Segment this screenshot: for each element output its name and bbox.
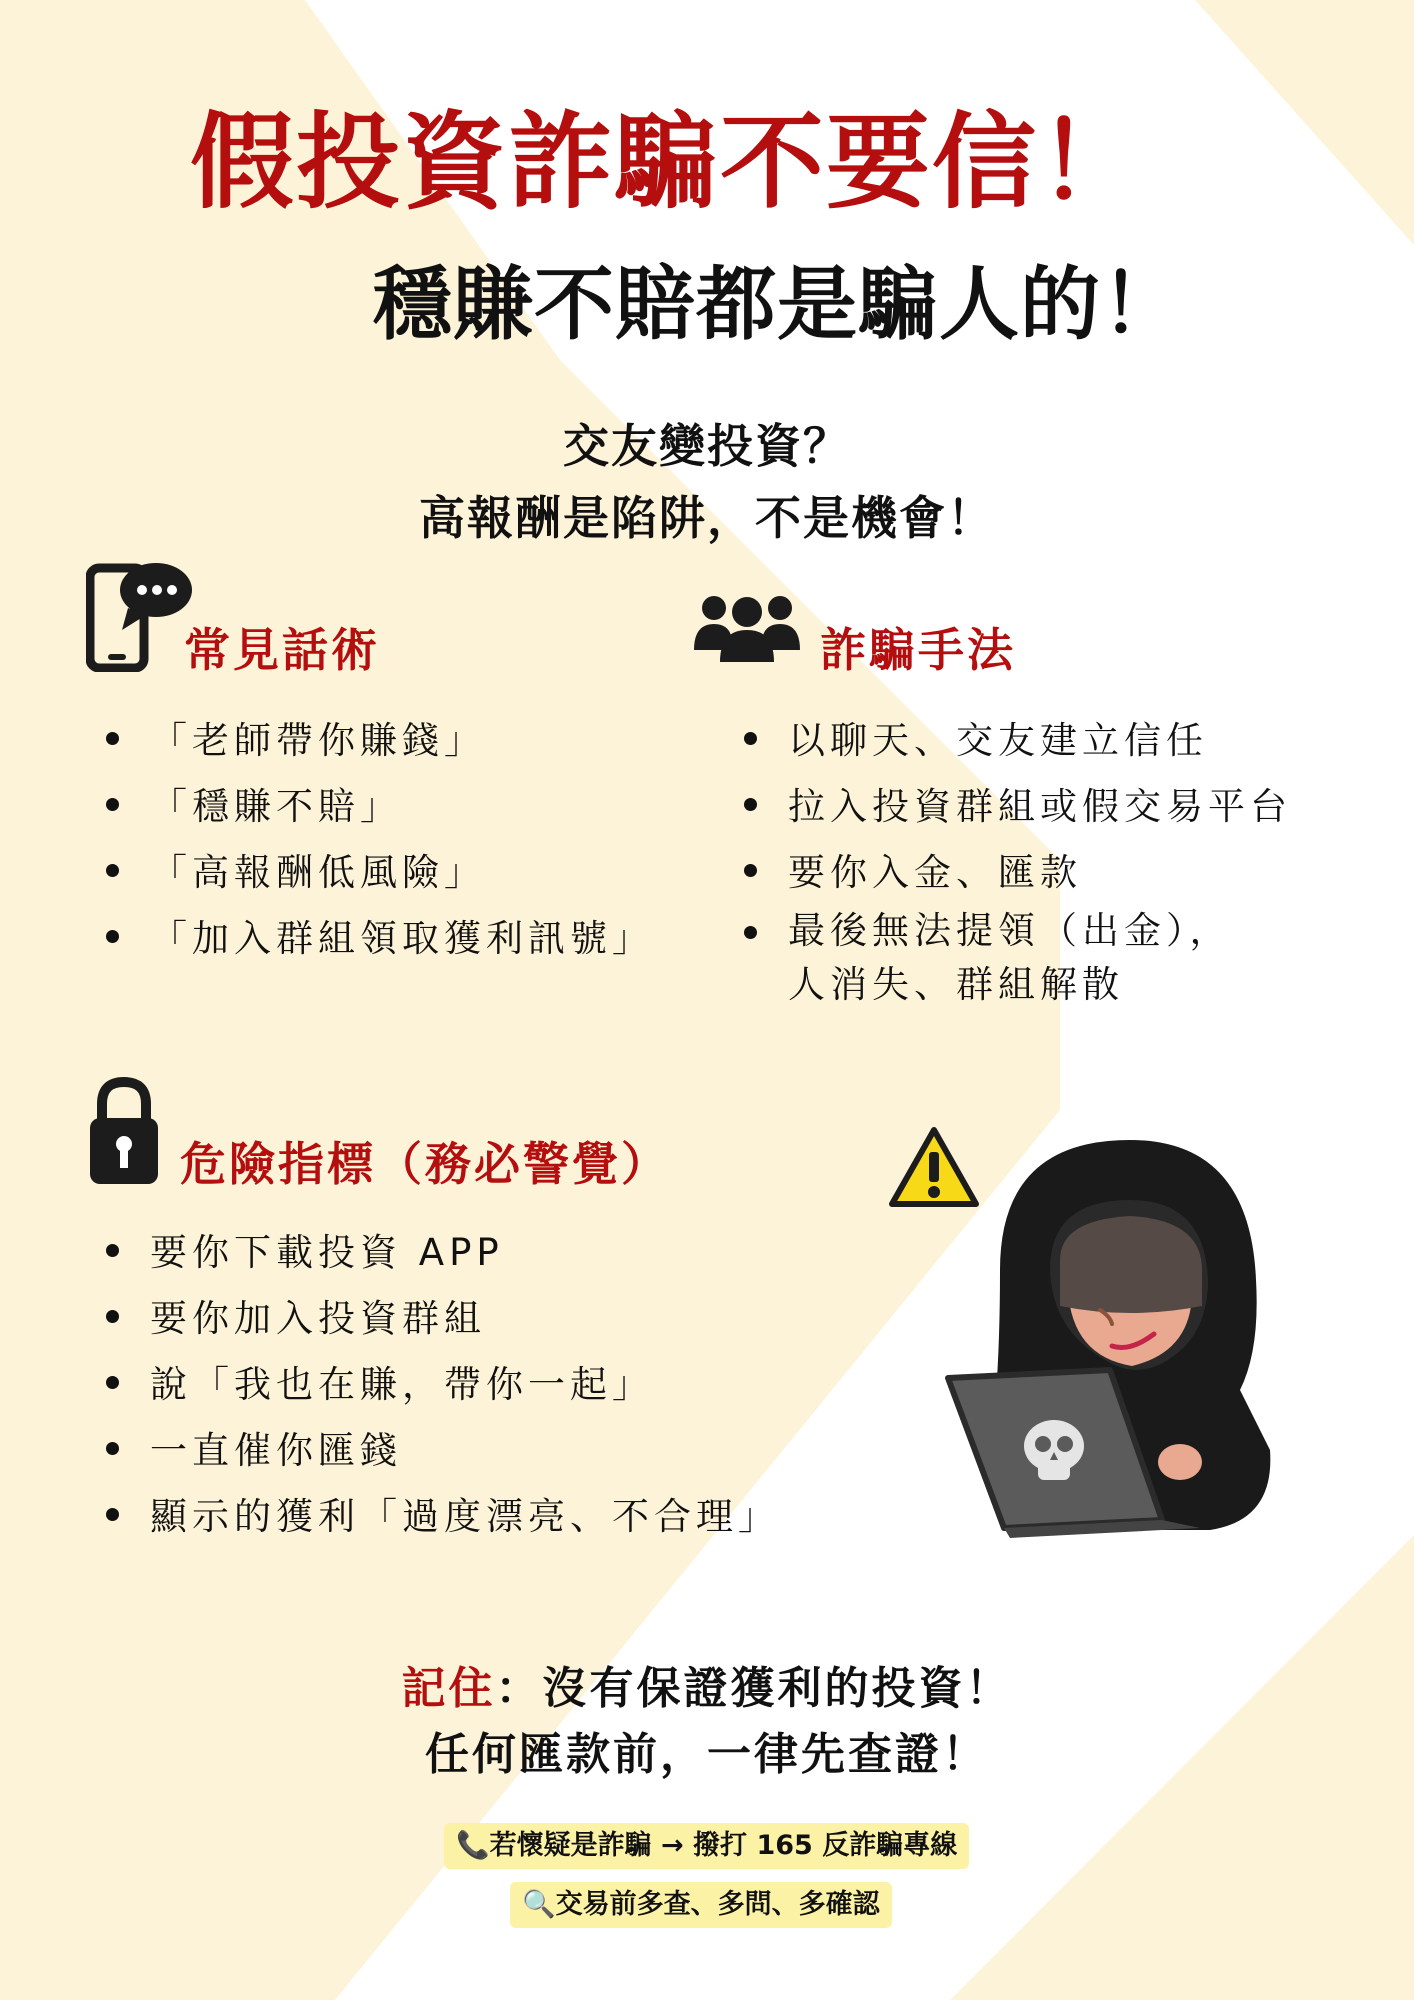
hotline-text: 若懷疑是詐騙 → 撥打 165 反詐騙專線 (489, 1830, 958, 1861)
remember-text: ：沒有保證獲利的投資！ (495, 1663, 1013, 1714)
verify-text: 交易前多查、多問、多確認 (555, 1889, 880, 1920)
phone-chat-icon (86, 560, 196, 672)
list-item: 以聊天、交友建立信任 (744, 710, 1292, 776)
list-item-line: 最後無法提領（出金）， (788, 909, 1232, 952)
list-item: 一直催你匯錢 (106, 1420, 780, 1486)
lock-icon (88, 1074, 160, 1186)
hacker-illustration (940, 1120, 1280, 1540)
magnifier-icon: 🔍 (522, 1889, 556, 1920)
danger-heading: 危險指標（務必警覺） (180, 1137, 670, 1191)
danger-list (106, 1222, 780, 1552)
intro-line-2: 高報酬是陷阱，不是機會！ (419, 491, 995, 545)
remember-line-1 (0, 1652, 1414, 1716)
list-item (744, 904, 1292, 1014)
tactics-heading: 詐騙手法 (820, 623, 1016, 677)
verify-banner (510, 1882, 892, 1928)
list-item: 「老師帶你賺錢」 (106, 710, 654, 776)
list-item: 拉入投資群組或假交易平台 (744, 776, 1292, 842)
list-item: 「加入群組領取獲利訊號」 (106, 908, 654, 974)
list-item: 要你下載投資 APP (106, 1222, 780, 1288)
intro-line-1: 交友變投資？ (563, 419, 851, 473)
page-title: 假投資詐騙不要信！ (190, 101, 1145, 223)
list-item-line: 人消失、群組解散 (788, 963, 1124, 1006)
group-icon (692, 590, 802, 662)
common-phrases-list (106, 710, 654, 974)
list-item: 「高報酬低風險」 (106, 842, 654, 908)
list-item: 說「我也在賺，帶你一起」 (106, 1354, 780, 1420)
list-item: 「穩賺不賠」 (106, 776, 654, 842)
hotline-banner (444, 1823, 969, 1869)
list-item: 顯示的獲利「過度漂亮、不合理」 (106, 1486, 780, 1552)
page-subtitle: 穩賺不賠都是騙人的！ (372, 258, 1182, 351)
common-phrases-heading: 常見話術 (184, 623, 380, 677)
tactics-list (744, 710, 1292, 1014)
list-item: 要你加入投資群組 (106, 1288, 780, 1354)
remember-label: 記住 (401, 1663, 496, 1714)
remember-line-2: 任何匯款前，一律先查證！ (425, 1729, 989, 1780)
list-item: 要你入金、匯款 (744, 842, 1292, 904)
phone-icon: 📞 (456, 1830, 490, 1861)
